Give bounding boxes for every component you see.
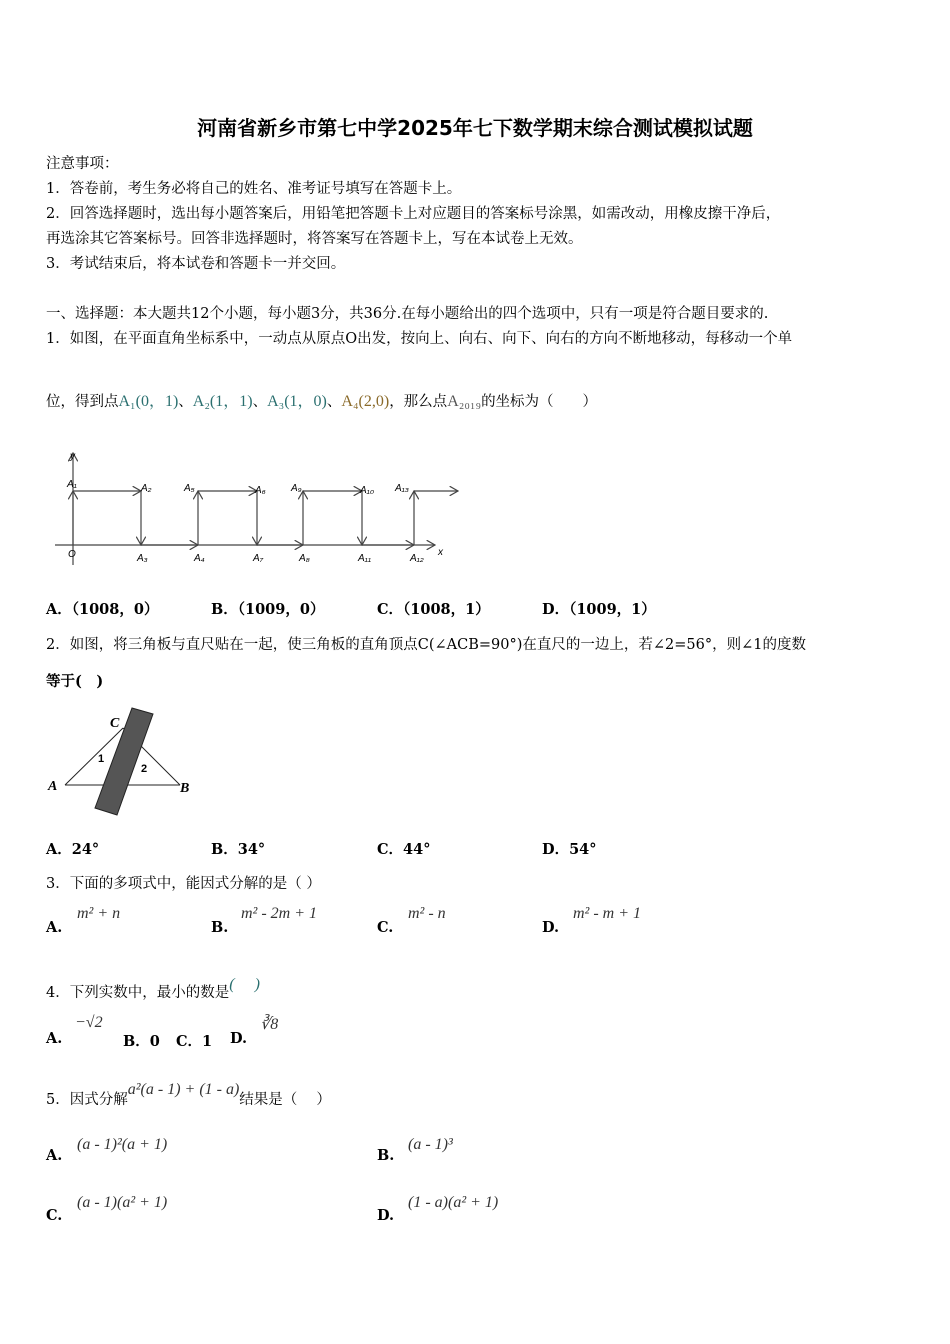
y-axis-label: y (70, 451, 75, 462)
q5-stem (46, 1081, 331, 1109)
q5-option-d[interactable]: D. (377, 1207, 395, 1224)
vertex-c-label: C (110, 716, 120, 731)
q1-option-d[interactable]: D．（1009，1） (542, 601, 656, 618)
x-axis-label: x (438, 547, 443, 558)
point-label: A₃ (137, 553, 148, 564)
point-a2019: A₂₀₁₉ (447, 393, 482, 410)
point-a1: A₁(0，1) (118, 393, 179, 410)
sep: 、 (326, 394, 342, 410)
text: 的坐标为（ ） (481, 394, 598, 410)
q1-option-a[interactable]: A．（1008，0） (46, 601, 159, 618)
point-label: A₁₃ (395, 483, 409, 494)
q4-expr-d: ∛8 (260, 1016, 279, 1033)
point-label: A₆ (255, 485, 266, 496)
text: ，那么点 (389, 394, 448, 410)
q5-option-c[interactable]: C. (46, 1207, 63, 1224)
point-a3: A₃(1，0) (267, 393, 327, 410)
q1-option-b[interactable]: B．（1009，0） (211, 601, 325, 618)
page-title: 河南省新乡市第七中学2025年七下数学期末综合测试模拟试题 (197, 116, 753, 140)
point-label: A₉ (291, 483, 302, 494)
point-label: A₁₁ (358, 553, 371, 564)
q5-expr-d: (1 - a)(a² + 1) (408, 1194, 499, 1211)
q3-option-c[interactable]: C. (377, 919, 394, 936)
q3-expr-d: m² - m + 1 (573, 905, 642, 922)
q3-expr-a: m² + n (77, 905, 121, 922)
q1-option-c[interactable]: C．（1008，1） (377, 601, 490, 618)
q5-option-a[interactable]: A. (46, 1147, 63, 1164)
q4-option-a[interactable]: A. (46, 1030, 63, 1047)
notice-item: 再选涂其它答案标号。回答非选择题时，将答案写在答题卡上，写在本试卷上无效。 (46, 231, 583, 247)
point-label: A₅ (184, 483, 195, 494)
q2-stem-2: 等于( ) (46, 673, 104, 690)
q2-option-b[interactable]: B．34° (211, 841, 266, 858)
q4-expr-a: −√2 (75, 1014, 103, 1031)
q4-option-d[interactable]: D. (230, 1030, 248, 1047)
q4-option-c[interactable]: C．1 (176, 1033, 213, 1050)
vertex-b-label: B (180, 781, 190, 796)
vertex-a-label: A (48, 779, 58, 794)
q2-stem: 2．如图，将三角板与直尺贴在一起，使三角板的直角顶点C(∠ACB=90°)在直尺的一边上，若∠2=56°，则∠1的度数 (46, 637, 806, 653)
notice-heading: 注意事项： (46, 156, 119, 172)
q3-option-d[interactable]: D. (542, 919, 560, 936)
q3-option-a[interactable]: A. (46, 919, 63, 936)
q2-figure (40, 700, 220, 830)
point-a2: A₂(1，1) (192, 393, 253, 410)
q3-expr-c: m² - n (408, 905, 446, 922)
notice-item: 2．回答选择题时，选出每小题答案后，用铅笔把答题卡上对应题目的答案标号涂黑，如需改动，用橡皮擦干净后， (46, 206, 781, 222)
angle-1-label: 1 (98, 753, 105, 765)
text: 结果是（ ） (239, 1092, 331, 1108)
q2-option-d[interactable]: D．54° (542, 841, 597, 858)
q5-expression: a²(a - 1) + (1 - a) (127, 1081, 240, 1098)
q2-option-c[interactable]: C．44° (377, 841, 431, 858)
point-label: A₁ (67, 479, 77, 490)
q3-stem: 3．下面的多项式中，能因式分解的是（ ） (46, 876, 321, 892)
point-label: A₈ (299, 553, 310, 564)
section-heading: 一、选择题：本大题共12个小题，每小题3分，共36分.在每小题给出的四个选项中，只有一项是符合题目要求的. (46, 306, 769, 322)
sep: 、 (252, 394, 268, 410)
angle-2-label: 2 (141, 763, 148, 775)
q2-option-a[interactable]: A．24° (46, 841, 100, 858)
point-label: A₁₂ (410, 553, 424, 564)
text: 5．因式分解 (46, 1092, 128, 1108)
notice-item: 1．答卷前，考生务必将自己的姓名、准考证号填写在答题卡上。 (46, 181, 462, 197)
q4-stem (46, 976, 260, 1002)
notice-item: 3．考试结束后，将本试卷和答题卡一并交回。 (46, 256, 346, 272)
q1-figure (50, 445, 470, 575)
answer-paren: ( ) (229, 976, 260, 993)
q3-option-b[interactable]: B. (211, 919, 229, 936)
q5-option-b[interactable]: B. (377, 1147, 395, 1164)
q3-expr-b: m² - 2m + 1 (241, 905, 318, 922)
q1-stem-2 (46, 388, 597, 411)
q1-stem: 1．如图，在平面直角坐标系中，一动点从原点O出发，按向上、向右、向下、向右的方向不断地移动，每移动一个单 (46, 331, 793, 347)
point-label: A₂ (141, 483, 152, 494)
text: 位，得到点 (46, 394, 119, 410)
q4-option-b[interactable]: B．0 (123, 1033, 160, 1050)
text: 4．下列实数中，最小的数是 (46, 985, 230, 1001)
point-a4: A₄(2,0) (341, 393, 390, 410)
q5-expr-b: (a - 1)³ (408, 1136, 453, 1153)
point-label: A₇ (253, 553, 264, 564)
sep: 、 (178, 394, 193, 410)
origin-label: O (68, 549, 76, 560)
point-label: A₄ (194, 553, 205, 564)
q5-expr-a: (a - 1)²(a + 1) (77, 1136, 168, 1153)
q5-expr-c: (a - 1)(a² + 1) (77, 1194, 168, 1211)
point-label: A₁₀ (360, 485, 375, 496)
